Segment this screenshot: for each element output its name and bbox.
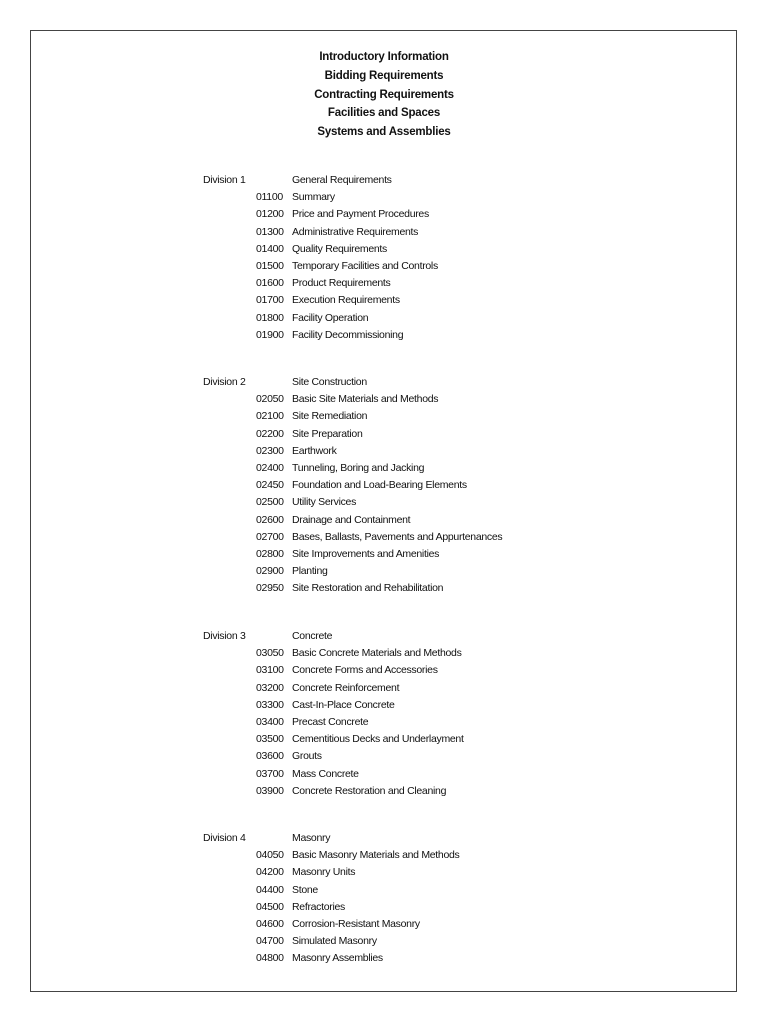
division-header [0, 628, 768, 645]
section-row [0, 766, 768, 783]
section-code: 01500 [256, 259, 284, 272]
section-row [0, 714, 768, 731]
section-code: 04600 [256, 917, 284, 930]
section-row [0, 529, 768, 546]
section-title: Planting [292, 565, 328, 578]
division-header [0, 374, 768, 391]
section-title: Drainage and Containment [292, 513, 411, 526]
section-row [0, 241, 768, 258]
division-header [0, 830, 768, 847]
section-row [0, 426, 768, 443]
section-title: Site Improvements and Amenities [292, 547, 440, 560]
section-code: 04050 [256, 849, 284, 862]
section-code: 02050 [256, 393, 284, 406]
section-code: 03300 [256, 698, 284, 711]
section-row [0, 275, 768, 292]
section-title: Basic Concrete Materials and Methods [292, 647, 462, 660]
section-row [0, 224, 768, 241]
section-row [0, 391, 768, 408]
section-title: Basic Masonry Materials and Methods [292, 849, 460, 862]
section-code: 03900 [256, 784, 284, 797]
section-code: 02600 [256, 513, 284, 526]
section-row [0, 882, 768, 899]
section-row [0, 189, 768, 206]
section-row [0, 546, 768, 563]
section-row [0, 460, 768, 477]
section-title: Earthwork [292, 444, 337, 457]
section-row [0, 477, 768, 494]
section-title: Mass Concrete [292, 767, 359, 780]
section-title: Site Restoration and Rehabilitation [292, 582, 444, 595]
division-label: Division 2 [203, 376, 246, 388]
division-2 [0, 374, 768, 597]
section-title: Concrete Reinforcement [292, 681, 400, 694]
section-code: 02100 [256, 410, 284, 423]
division-label: Division 3 [203, 630, 246, 642]
division-title: General Requirements [292, 174, 392, 186]
section-row [0, 899, 768, 916]
section-row [0, 783, 768, 800]
section-row [0, 950, 768, 967]
section-title: Tunneling, Boring and Jacking [292, 461, 425, 474]
section-code: 03200 [256, 681, 284, 694]
section-title: Masonry Units [292, 866, 356, 879]
section-title: Foundation and Load-Bearing Elements [292, 479, 467, 492]
division-title: Concrete [292, 630, 333, 642]
section-row [0, 933, 768, 950]
section-code: 03050 [256, 647, 284, 660]
heading-introductory-information: Introductory Information [319, 51, 449, 63]
section-code: 02900 [256, 565, 284, 578]
section-title: Masonry Assemblies [292, 952, 383, 965]
heading-systems-and-assemblies: Systems and Assemblies [317, 126, 451, 139]
section-code: 02700 [256, 530, 284, 543]
heading-contracting-requirements: Contracting Requirements [314, 88, 454, 101]
section-title: Site Preparation [292, 427, 363, 440]
section-row [0, 645, 768, 662]
section-row [0, 697, 768, 714]
section-code: 01900 [256, 328, 284, 341]
section-code: 04200 [256, 866, 284, 879]
section-title: Precast Concrete [292, 715, 369, 728]
section-code: 02450 [256, 479, 284, 492]
section-title: Bases, Ballasts, Pavements and Appurtenances [292, 530, 503, 543]
section-code: 04400 [256, 883, 284, 896]
section-code: 02300 [256, 444, 284, 457]
section-code: 01200 [256, 208, 284, 221]
section-row [0, 408, 768, 425]
section-row [0, 662, 768, 679]
section-code: 01700 [256, 294, 284, 307]
section-title: Product Requirements [292, 277, 391, 290]
section-row [0, 292, 768, 309]
section-code: 01600 [256, 277, 284, 290]
section-code: 03100 [256, 664, 284, 677]
section-title: Facility Decommissioning [292, 328, 404, 341]
section-code: 02950 [256, 582, 284, 595]
division-title: Masonry [292, 832, 331, 844]
section-title: Utility Services [292, 496, 357, 509]
section-row [0, 731, 768, 748]
section-code: 04700 [256, 935, 284, 948]
section-code: 03500 [256, 733, 284, 746]
section-title: Grouts [292, 750, 322, 763]
section-row [0, 206, 768, 223]
section-title: Execution Requirements [292, 294, 400, 307]
section-row [0, 916, 768, 933]
section-title: Summary [292, 191, 335, 204]
section-title: Administrative Requirements [292, 225, 419, 238]
section-title: Facility Operation [292, 311, 369, 324]
section-code: 03700 [256, 767, 284, 780]
section-title: Price and Payment Procedures [292, 208, 429, 221]
section-row [0, 847, 768, 864]
section-title: Concrete Forms and Accessories [292, 664, 438, 677]
section-title: Site Remediation [292, 410, 368, 423]
division-4 [0, 830, 768, 968]
section-title: Quality Requirements [292, 242, 387, 255]
section-code: 03600 [256, 750, 284, 763]
division-label: Division 1 [203, 174, 246, 186]
section-title: Cast-In-Place Concrete [292, 698, 395, 711]
section-row [0, 580, 768, 597]
section-row [0, 512, 768, 529]
section-row [0, 327, 768, 344]
section-row [0, 680, 768, 697]
section-row [0, 748, 768, 765]
section-title: Corrosion-Resistant Masonry [292, 917, 420, 930]
section-code: 02400 [256, 461, 284, 474]
section-title: Simulated Masonry [292, 935, 377, 948]
section-title: Basic Site Materials and Methods [292, 393, 439, 406]
section-code: 02500 [256, 496, 284, 509]
section-code: 02200 [256, 427, 284, 440]
heading-facilities-and-spaces: Facilities and Spaces [327, 107, 441, 120]
section-title: Temporary Facilities and Controls [292, 259, 438, 272]
division-label: Division 4 [203, 832, 246, 844]
section-row [0, 494, 768, 511]
section-row [0, 310, 768, 327]
heading-bidding-requirements: Bidding Requirements [324, 69, 444, 82]
section-code: 01400 [256, 242, 284, 255]
section-row [0, 258, 768, 275]
section-row [0, 864, 768, 881]
section-row [0, 563, 768, 580]
section-title: Concrete Restoration and Cleaning [292, 784, 447, 797]
document-headings [0, 48, 768, 142]
section-title: Refractories [292, 900, 346, 913]
section-code: 01800 [256, 311, 284, 324]
section-code: 04800 [256, 952, 284, 965]
section-title: Stone [292, 883, 318, 896]
section-code: 02800 [256, 547, 284, 560]
section-title: Cementitious Decks and Underlayment [292, 733, 464, 746]
section-code: 01300 [256, 225, 284, 238]
division-title: Site Construction [292, 376, 367, 388]
section-row [0, 443, 768, 460]
section-code: 01100 [256, 191, 283, 204]
division-header [0, 172, 768, 189]
division-1 [0, 172, 768, 344]
section-code: 04500 [256, 900, 284, 913]
division-3 [0, 628, 768, 800]
section-code: 03400 [256, 715, 284, 728]
